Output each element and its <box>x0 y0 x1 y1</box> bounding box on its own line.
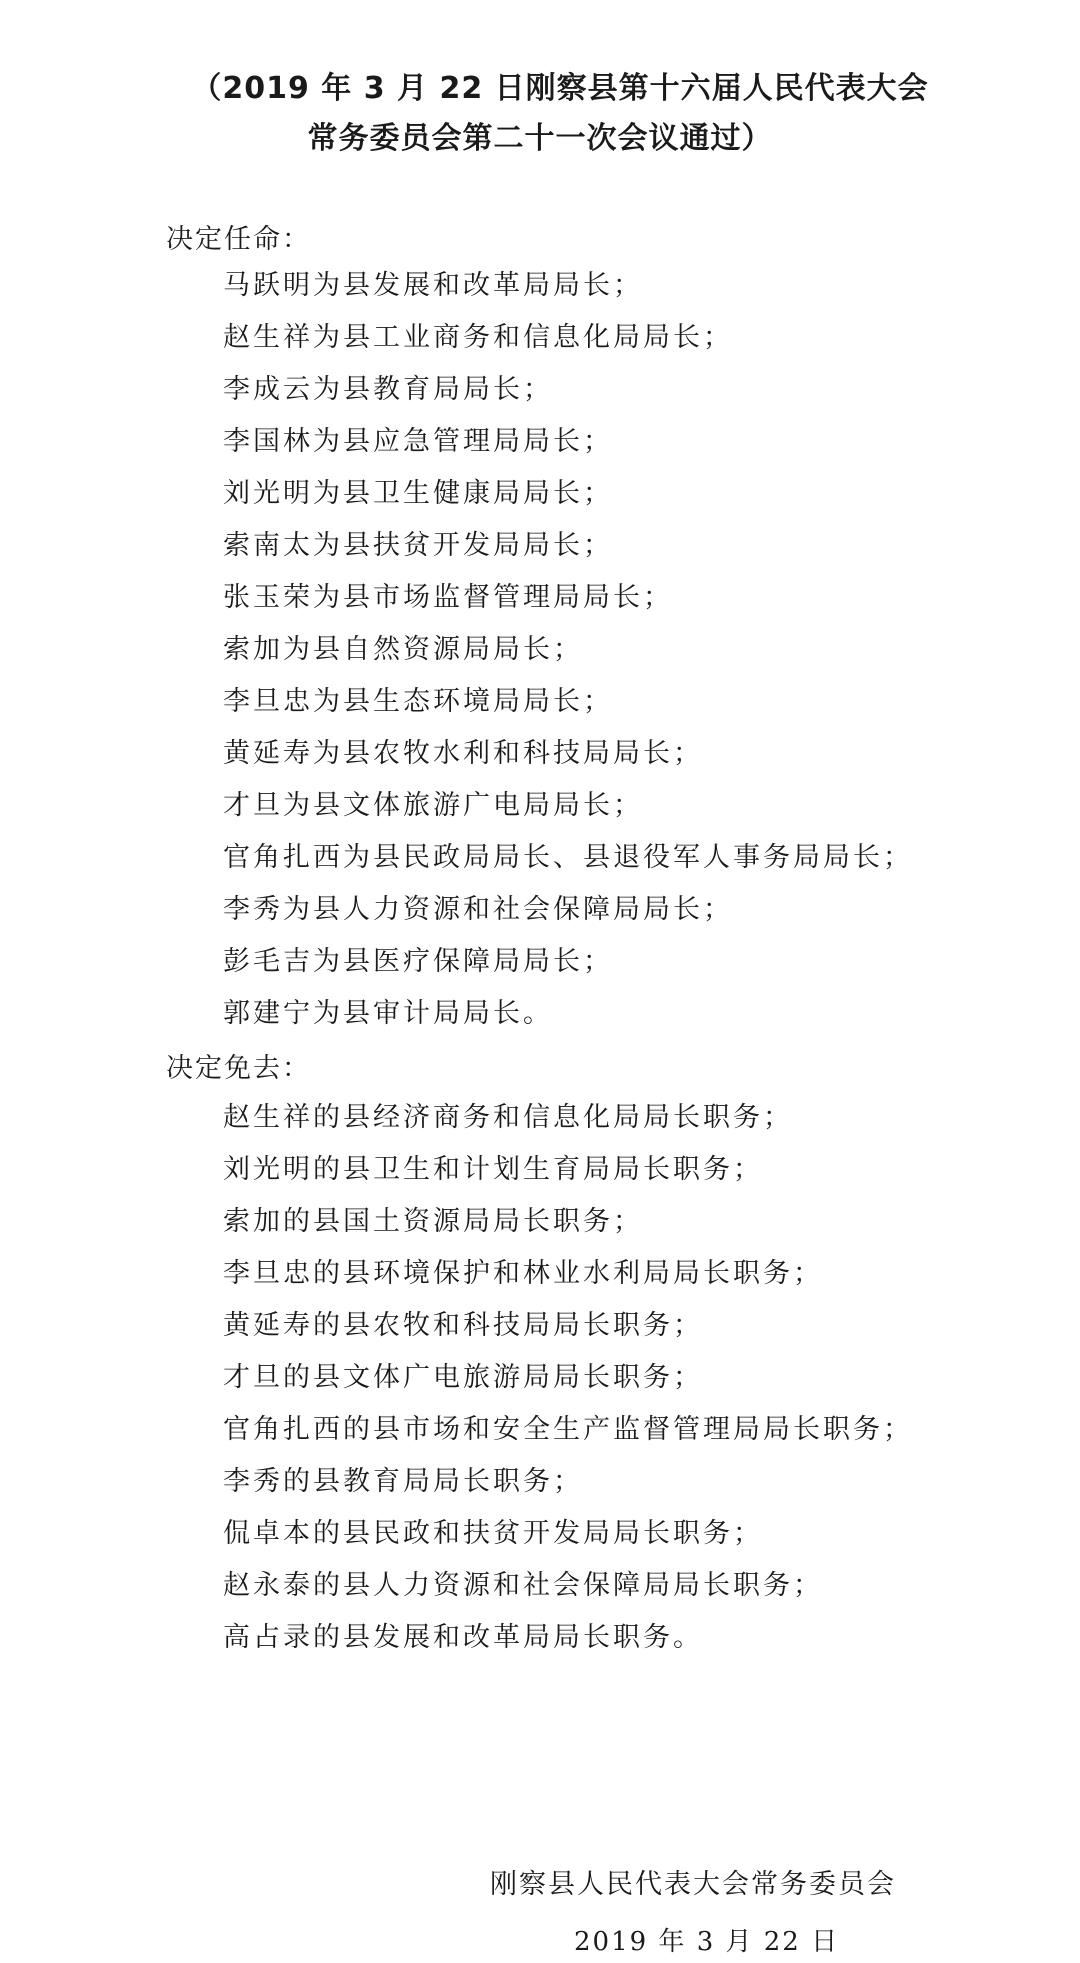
appointment-item: 马跃明为县发展和改革局局长； <box>223 270 643 301</box>
appointment-item: 刘光明为县卫生健康局局长； <box>223 478 613 509</box>
appointment-item: 赵生祥为县工业商务和信息化局局长； <box>223 322 733 353</box>
appointment-item: 索南太为县扶贫开发局局长； <box>223 530 613 561</box>
dismissal-item: 李旦忠的县环境保护和林业水利局局长职务； <box>223 1258 823 1289</box>
header-line-1: （2019 年 3 月 22 日刚察县第十六届人民代表大会 <box>191 71 929 106</box>
dismissal-item: 官角扎西的县市场和安全生产监督管理局局长职务； <box>223 1414 913 1445</box>
header-line-2: 常务委员会第二十一次会议通过） <box>307 121 773 156</box>
dismissal-list <box>223 1092 913 1664</box>
dismissal-item: 赵永泰的县人力资源和社会保障局局长职务； <box>223 1570 823 1601</box>
issuer-signature: 刚察县人民代表大会常务委员会 <box>490 1869 896 1900</box>
dismissal-item: 刘光明的县卫生和计划生育局局长职务； <box>223 1154 763 1185</box>
appointment-item: 李旦忠为县生态环境局局长； <box>223 686 613 717</box>
dismissal-item: 才旦的县文体广电旅游局局长职务； <box>223 1362 703 1393</box>
appointment-item: 索加为县自然资源局局长； <box>223 634 583 665</box>
dismissal-heading: 决定免去： <box>166 1053 311 1084</box>
appointment-item: 才旦为县文体旅游广电局局长； <box>223 790 643 821</box>
appointment-item: 官角扎西为县民政局局长、县退役军人事务局局长； <box>223 842 913 873</box>
appointment-item: 李秀为县人力资源和社会保障局局长； <box>223 894 733 925</box>
dismissal-item: 侃卓本的县民政和扶贫开发局局长职务； <box>223 1518 763 1549</box>
appointment-heading: 决定任命： <box>166 224 311 255</box>
dismissal-item: 李秀的县教育局局长职务； <box>223 1466 583 1497</box>
appointment-item: 黄延寿为县农牧水利和科技局局长； <box>223 738 703 769</box>
dismissal-item: 赵生祥的县经济商务和信息化局局长职务； <box>223 1102 793 1133</box>
appointment-item: 彭毛吉为县医疗保障局局长； <box>223 946 613 977</box>
dismissal-item: 高占录的县发展和改革局局长职务。 <box>223 1622 703 1653</box>
appointment-item: 李成云为县教育局局长； <box>223 374 553 405</box>
appointment-item: 郭建宁为县审计局局长。 <box>223 998 553 1029</box>
dismissal-item: 索加的县国土资源局局长职务； <box>223 1206 643 1237</box>
issue-date: 2019 年 3 月 22 日 <box>574 1927 840 1957</box>
dismissal-item: 黄延寿的县农牧和科技局局长职务； <box>223 1310 703 1341</box>
appointment-list <box>223 260 913 1040</box>
appointment-item: 张玉荣为县市场监督管理局局长； <box>223 582 673 613</box>
appointment-item: 李国林为县应急管理局局长； <box>223 426 613 457</box>
document-header <box>0 64 1080 164</box>
